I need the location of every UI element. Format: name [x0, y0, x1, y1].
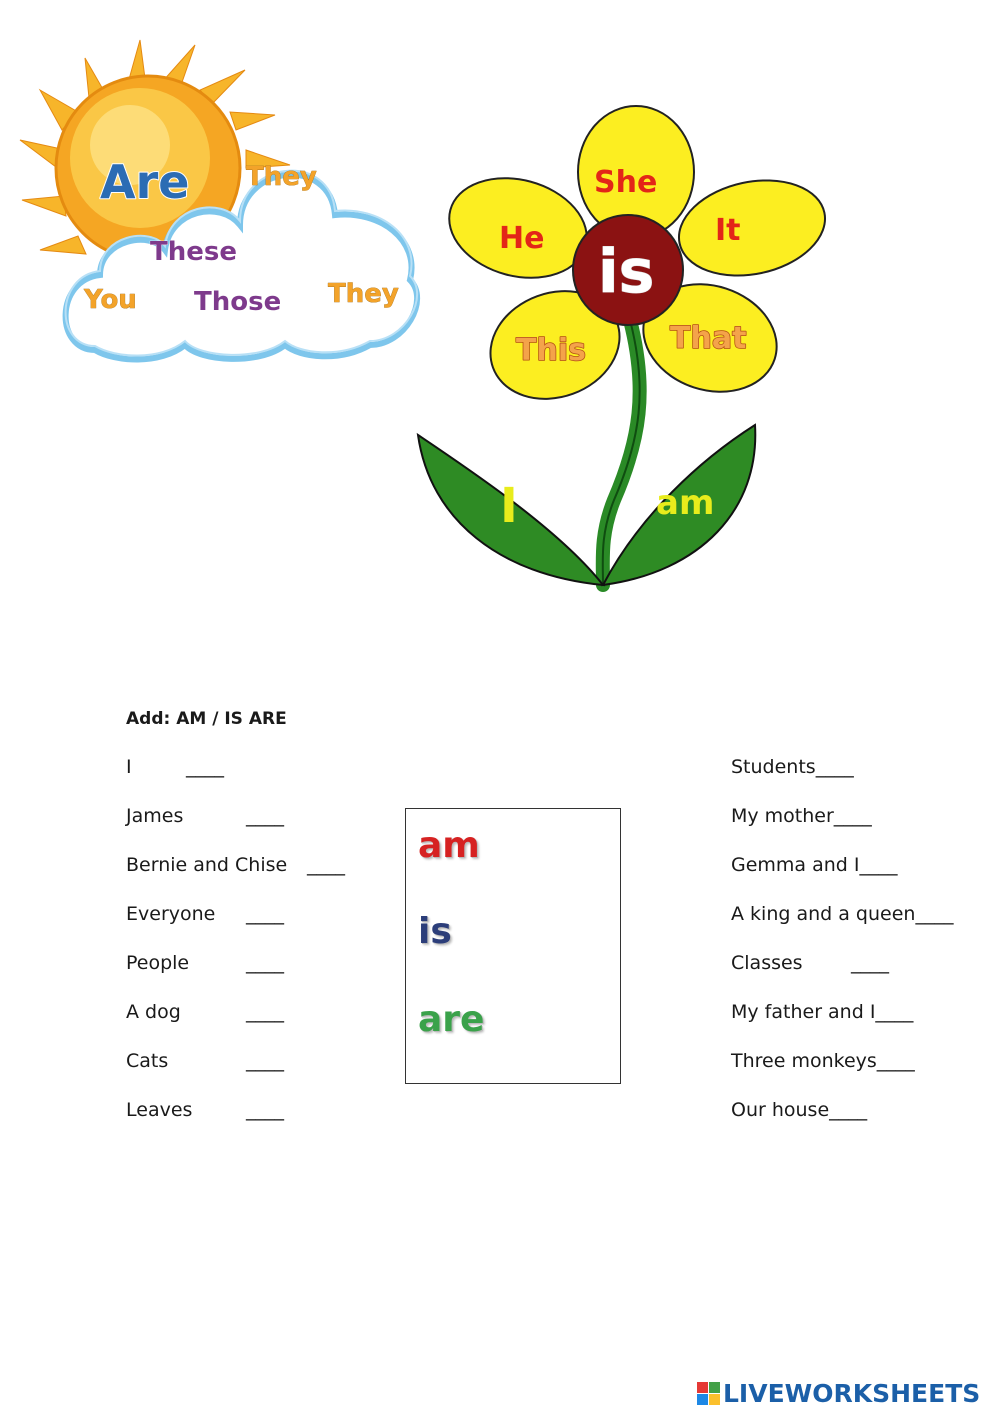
petal-word-she: She	[594, 165, 658, 200]
blank-answer-field[interactable]: ____	[307, 854, 345, 876]
word-bank-am[interactable]: am	[418, 825, 480, 866]
blank-answer-field[interactable]: ____	[246, 805, 284, 827]
word-bank-box	[405, 808, 621, 1084]
cloud-word-these: These	[150, 237, 237, 267]
blank-answer-field[interactable]: ____	[246, 1050, 284, 1072]
blank-answer-field[interactable]: ____	[246, 952, 284, 974]
logo-text: LIVEWORKSHEETS	[723, 1378, 981, 1408]
word-bank-are[interactable]: are	[418, 999, 485, 1040]
cloud-word-you: You	[84, 285, 137, 315]
worksheet-title: Add: AM / IS ARE	[126, 709, 287, 729]
petal-word-that: That	[670, 321, 747, 356]
right-item-label: Gemma and I____	[731, 854, 898, 876]
petal-word-this: This	[516, 333, 586, 368]
liveworksheets-logo	[697, 1376, 980, 1410]
cloud-word-those: Those	[194, 287, 282, 317]
blank-answer-field[interactable]: ____	[246, 1099, 284, 1121]
leaf-word-am: am	[656, 483, 715, 523]
left-item-label: James	[126, 805, 184, 827]
right-item-label: Classes	[731, 952, 803, 974]
left-item-label: Cats	[126, 1050, 169, 1072]
left-item-label: A dog	[126, 1001, 181, 1023]
blank-answer-field[interactable]: ____	[851, 952, 889, 974]
left-item-label: Everyone	[126, 903, 216, 925]
word-bank-is[interactable]: is	[418, 911, 452, 952]
right-item-label: Students____	[731, 756, 854, 778]
blank-answer-field[interactable]: ____	[246, 1001, 284, 1023]
left-item-label: Leaves	[126, 1099, 193, 1121]
blank-answer-field[interactable]: ____	[246, 903, 284, 925]
cloud-word-they-2: They	[328, 279, 399, 309]
petal-word-he: He	[499, 221, 545, 256]
blank-answer-field[interactable]: ____	[186, 756, 224, 778]
cloud-word-they-1: They	[246, 162, 317, 192]
logo-tiles-icon	[697, 1382, 720, 1405]
sun-word-are: Are	[100, 155, 190, 209]
right-item-label: Three monkeys____	[731, 1050, 915, 1072]
left-item-label: Bernie and Chise	[126, 854, 288, 876]
leaf-word-i: I	[500, 478, 518, 534]
right-item-label: A king and a queen____	[731, 903, 954, 925]
right-item-label: My mother____	[731, 805, 872, 827]
flower-center-is: is	[598, 237, 655, 307]
right-item-label: My father and I____	[731, 1001, 914, 1023]
left-item-label: I	[126, 756, 132, 778]
right-item-label: Our house____	[731, 1099, 868, 1121]
left-item-label: People	[126, 952, 190, 974]
petal-word-it: It	[715, 213, 741, 248]
